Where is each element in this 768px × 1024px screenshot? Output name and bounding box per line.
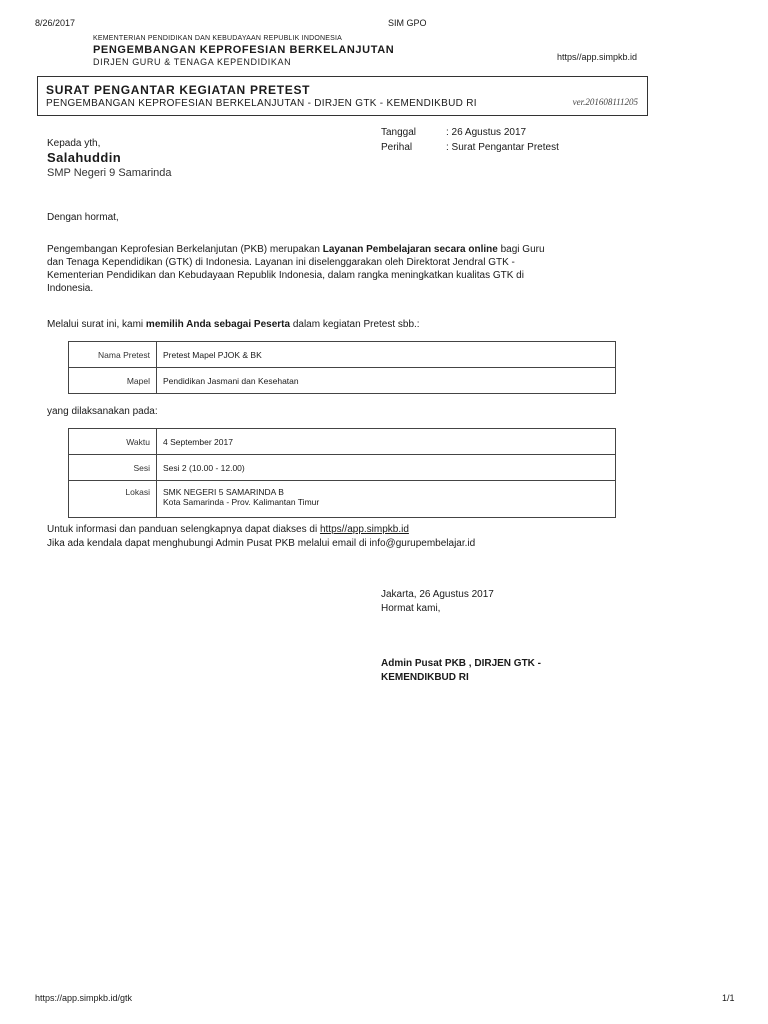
- program-name: PENGEMBANGAN KEPROFESIAN BERKELANJUTAN: [93, 44, 395, 56]
- recipient-name: Salahuddin: [47, 150, 122, 165]
- banner-subtitle: PENGEMBANGAN KEPROFESIAN BERKELANJUTAN - DIRJEN GTK - KEMENDIKBUD RI: [46, 98, 477, 109]
- date-value: : 26 Agustus 2017: [446, 127, 527, 138]
- table-row: [69, 481, 616, 518]
- intro-text-b: bagi Guru: [497, 244, 545, 255]
- paragraph-intro: [47, 243, 667, 295]
- table-row: [69, 429, 616, 455]
- contact-text: Jika ada kendala dapat menghubungi Admin Pusat PKB melalui email di info@gurupembelajar.id: [47, 538, 476, 549]
- time-value: 4 September 2017: [157, 429, 616, 455]
- paragraph-selection: [47, 318, 420, 331]
- table-row: [69, 368, 616, 394]
- selection-highlight: memilih Anda sebagai Peserta: [145, 319, 291, 330]
- letter-banner: [37, 76, 648, 116]
- footer-page-number: 1/1: [722, 993, 735, 1003]
- pretest-name-value: Pretest Mapel PJOK & BK: [157, 342, 616, 368]
- print-date: 8/26/2017: [35, 18, 76, 28]
- subject-field-label: Mapel: [69, 368, 157, 394]
- ministry-name: KEMENTERIAN PENDIDIKAN DAN KEBUDAYAAN REPUBLIK INDONESIA: [93, 35, 342, 42]
- intro-highlight: Layanan Pembelajaran secara online: [322, 244, 498, 255]
- intro-line-3: Kementerian Pendidikan dan Kebudayaan Republik Indonesia, dalam rangka meningkatkan kualitas GTK di: [47, 270, 524, 281]
- selection-text-b: dalam kegiatan Pretest sbb.:: [290, 319, 420, 330]
- location-school: SMK NEGERI 5 SAMARINDA B: [163, 487, 284, 497]
- greeting: Dengan hormat,: [47, 212, 119, 223]
- pretest-name-label: Nama Pretest: [69, 342, 157, 368]
- held-on-text: yang dilaksanakan pada:: [47, 406, 158, 417]
- directorate-name: DIRJEN GURU & TENAGA KEPENDIDIKAN: [93, 57, 292, 67]
- date-label: Tanggal: [381, 127, 417, 138]
- location-city: Kota Samarinda - Prov. Kalimantan Timur: [163, 497, 320, 507]
- subject-label: Perihal: [381, 142, 413, 153]
- closing-regards: Hormat kami,: [381, 603, 441, 614]
- info-text: [47, 523, 409, 536]
- recipient-school: SMP Negeri 9 Samarinda: [47, 167, 172, 179]
- signer-line-2: KEMENDIKBUD RI: [381, 672, 469, 683]
- intro-text-a: Pengembangan Keprofesian Berkelanjutan (PKB) merupakan: [47, 244, 323, 255]
- schedule-table: [68, 428, 616, 518]
- banner-title: SURAT PENGANTAR KEGIATAN PRETEST: [46, 83, 311, 97]
- subject-field-value: Pendidikan Jasmani dan Kesehatan: [157, 368, 616, 394]
- footer-url: https://app.simpkb.id/gtk: [35, 993, 133, 1003]
- pretest-table: [68, 341, 616, 394]
- info-text-a: Untuk informasi dan panduan selengkapnya dapat diakses di: [47, 524, 320, 535]
- time-label: Waktu: [69, 429, 157, 455]
- closing-place-date: Jakarta, 26 Agustus 2017: [381, 589, 494, 600]
- location-label: Lokasi: [69, 481, 157, 518]
- selection-text-a: Melalui surat ini, kami: [47, 319, 146, 330]
- table-row: [69, 342, 616, 368]
- banner-version: ver.201608111205: [572, 97, 638, 107]
- print-title: SIM GPO: [388, 18, 427, 28]
- session-label: Sesi: [69, 455, 157, 481]
- intro-line-4: Indonesia.: [47, 283, 94, 294]
- session-value: Sesi 2 (10.00 - 12.00): [157, 455, 616, 481]
- info-link[interactable]: https//app.simpkb.id: [319, 524, 409, 535]
- location-value: [157, 481, 616, 518]
- signer-line-1: Admin Pusat PKB , DIRJEN GTK -: [381, 658, 542, 669]
- letterhead-website: https//app.simpkb.id: [557, 52, 638, 62]
- table-row: [69, 455, 616, 481]
- intro-line-2: dan Tenaga Kependidikan (GTK) di Indonesia. Layanan ini diselenggarakan oleh Direktorat Jendral GTK -: [47, 257, 515, 268]
- salutation: Kepada yth,: [47, 138, 101, 149]
- subject-value: : Surat Pengantar Pretest: [446, 142, 559, 153]
